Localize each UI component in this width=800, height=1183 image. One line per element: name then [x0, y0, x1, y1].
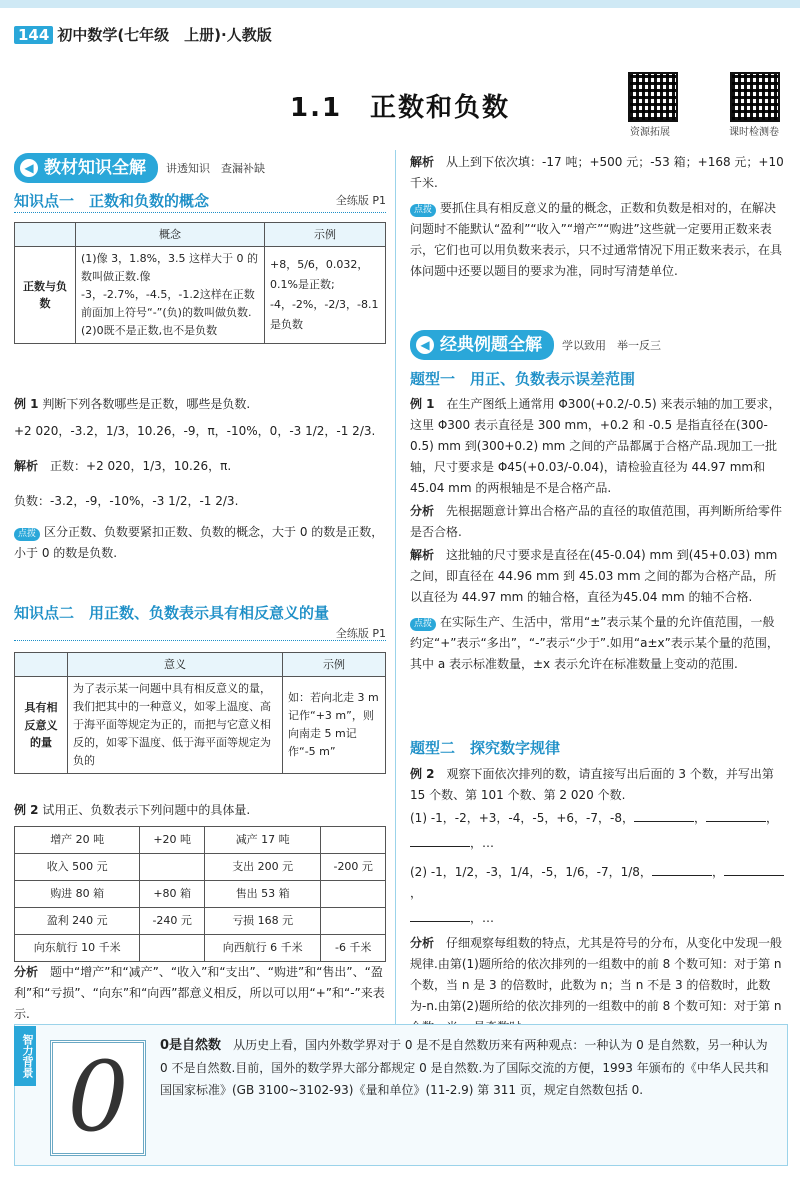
ex2-label: 例 2: [14, 803, 39, 817]
page-number: 144: [14, 26, 53, 44]
r-ex2-fx: 仔细观察每组数的特点，尤其是符号的分布，从变化中发现一般规律.由第(1)题所给的依次排列的一组数中的前 8 个数可知：对于第 n 个数，当 n 是 3 的倍数时，此数为 n；当 n 不是 3 的倍数时，此数为-n.由第(2)题所给的依次排列的一组数中的前 8 个数可知：对于第 n: [410, 936, 783, 1013]
r-ex2-seq2: (2) -1，1/2，-3，1/4，-5，1/6，-7，1/8，: [410, 865, 652, 879]
r-tip-tag: 点拨: [410, 204, 436, 217]
r-jx-label: 解析: [410, 155, 435, 169]
table2-header-example: 示例: [283, 653, 386, 677]
page-header: [14, 24, 272, 47]
table-cell: +80 箱: [140, 881, 205, 908]
background-body: 从历史上看，国内外数学界对于 0 是不是自然数历来有两种观点：一种认为 0 是自然数，另一种认为 0 不是自然数.目前，国外的数学界大部分都规定 0 是自然数.为了国际交流的方便，1993 年颁布的《中华人民共和国国家标准》(GB 3100~3102-93)《量和单位》(11-2.9) 第 311 页，规定自然数包括 0.: [160, 1038, 769, 1097]
r-jx-text: 从上到下依次填：-17 吨；+500 元；-53 箱；+168 元；+10 千米.: [410, 155, 784, 190]
ex1-numbers: +2 020，-3.2，1/3，10.26，-9，π，-10%，0，-3 1/2，-1 2/3.: [14, 424, 376, 438]
table-cell[interactable]: [140, 854, 205, 881]
qr-code-icon: [628, 72, 678, 122]
table-cell: -240 元: [140, 908, 205, 935]
ex1-jx-pos: 正数：+2 020，1/3，10.26，π.: [50, 459, 232, 473]
table-cell: 盈利 240 元: [15, 908, 140, 935]
table-header-concept: 概念: [76, 223, 265, 247]
table-header-example: 示例: [265, 223, 386, 247]
ex2-fx-text: 题中“增产”和“减产”、“收入”和“支出”、“购进”和“售出”、“盈利”和“亏损”、“向东”和“向西”都意义相反，所以可以用“+”和“-”来表示.: [14, 965, 385, 1021]
table-cell: +20 吨: [140, 827, 205, 854]
ex1-text: 判断下列各数哪些是正数，哪些是负数.: [42, 397, 251, 411]
r-ex1-text: 在生产图纸上通常用 Φ300(+0.2/-0.5) 来表示轴的加工要求，这里 Φ300 表示直径是 300 mm，+0.2 和 -0.5 是指直径在(300-0.5) mm 到(300+0.2) mm 之间的产品都属于合格产品.现加工一批轴，尺寸要求是 Φ45(+0.03/-0.04)，请检验直径为 44.97 mm和 45.04 mm 的两根轴是不是合格产品.: [410, 397, 781, 495]
answer-blank[interactable]: [724, 863, 784, 876]
background-text: [160, 1034, 776, 1101]
ex2-text: 试用正、负数表示下列问题中的具体量.: [42, 803, 251, 817]
r-ex2-seq1: (1) -1，-2，+3，-4，-5，+6，-7，-8，: [410, 811, 634, 825]
answer-blank[interactable]: [410, 834, 470, 847]
r-ex1-fx: 先根据题意计算出合格产品的直径的取值范围，再判断所给零件是否合格.: [410, 504, 783, 539]
knowledge-point-1: [14, 190, 386, 213]
concept-2: (2)0既不是正数,也不是负数: [81, 324, 218, 338]
kp2-ref: 全练版 P1: [335, 627, 386, 641]
qr-resource[interactable]: [628, 72, 678, 122]
ex1-label: 例 1: [14, 397, 39, 411]
ex1-jx-label: 解析: [14, 459, 39, 473]
table-row: [15, 827, 386, 854]
table-cell[interactable]: [140, 935, 205, 962]
table-cell[interactable]: [321, 827, 386, 854]
table-opposite: [14, 652, 386, 774]
table-cell[interactable]: [321, 881, 386, 908]
table2-header-meaning: 意义: [68, 653, 283, 677]
table-cell: 支出 200 元: [204, 854, 320, 881]
table-cell: 减产 17 吨: [204, 827, 320, 854]
header-band: [0, 0, 800, 8]
example-negative: -4，-2%，-2/3，-8.1是负数: [270, 298, 379, 332]
table-cell: 增产 20 吨: [15, 827, 140, 854]
table-cell: 亏损 168 元: [204, 908, 320, 935]
table-cell[interactable]: [321, 908, 386, 935]
qr-caption-1: 资源拓展: [630, 127, 670, 138]
r-ex1-jx-label: 解析: [410, 548, 435, 562]
right-top: [410, 152, 786, 282]
table2-row-head: 具有相反意义的量: [15, 677, 68, 774]
knowledge-point-2: [14, 602, 386, 641]
column-divider: [395, 150, 396, 1140]
r-tip-text: 要抓住具有相反意义的量的概念，正数和负数是相对的，在解决问题时不能默认“盈利”“收入”“增产”“购进”这些就一定要用正数来表示，它们也可以用负数来表示，只不过通常情况下用正数来表示，在具体问题中还要以题目的要求为准，同时写清楚单位.: [410, 201, 783, 278]
section-badge-sub: 讲透知识 查漏补缺: [166, 161, 265, 175]
answer-blank[interactable]: [706, 809, 766, 822]
tip-tag: 点拨: [14, 528, 40, 541]
kp2-title: 知识点二 用正数、负数表示具有相反意义的量: [14, 604, 330, 622]
megaphone-icon: ◀: [20, 159, 38, 177]
r-example-2: 例 2 观察下面依次排列的数，请直接写出后面的 3 个数，并写出第 15 个数、第 101 个数、第 2 020 个数. (1) -1，-2，+3，-4，-5，+6，-7，-8， ， ， ，… (2) -1，1/2，-3，1/4，-5，1/6，-7，1/8， ，， ，… 分析 仔细观察每组数的特点，尤其是符号的分布，从变化中发现一般规律.由第(1)题所给的依次排列的一组数中的前 8 个数可知：对于第 n 个数，当 n 是 3 的倍数时，此数为 n；当 n 不是 3 的倍数时，此数为-n.由第(2)题所给的依次排列的一组数中的前 8 个数可知：对于第 n: [410, 764, 786, 1038]
table2-meaning: 为了表示某一问题中具有相反意义的量，我们把其中的一种意义，如零上温度、高于海平面等规定为正的，而把与它意义相反的，如零下温度、低于海平面等规定为负的: [68, 677, 283, 774]
kp1-ref: 全练版 P1: [335, 194, 386, 207]
example-1: [14, 394, 386, 564]
table-row: [15, 908, 386, 935]
table-cell-concept: [76, 247, 265, 344]
table-row: [15, 881, 386, 908]
table-row: [15, 854, 386, 881]
r-ex1-label: 例 1: [410, 397, 435, 411]
section-badge2-sub: 学以致用 举一反三: [562, 338, 661, 352]
example-2-heading: [14, 800, 386, 821]
megaphone-icon: ◀: [416, 336, 434, 354]
kp1-title: 知识点一 正数和负数的概念: [14, 192, 210, 210]
qr-test[interactable]: [730, 72, 780, 122]
table-cell: 向东航行 10 千米: [15, 935, 140, 962]
r-example-1: [410, 394, 786, 675]
answer-blank[interactable]: [410, 909, 470, 922]
ex2-fx-label: 分析: [14, 965, 39, 979]
r-ex2-fx-label: 分析: [410, 936, 435, 950]
table2-example: 如：若向北走 3 m记作“+3 m”，则向南走 5 m记作“-5 m”: [283, 677, 386, 774]
table-row: [15, 935, 386, 962]
book-title: 初中数学(七年级 上册)·人教版: [57, 26, 272, 44]
r-tip2-tag: 点拨: [410, 618, 436, 631]
r-ex2-label: 例 2: [410, 767, 435, 781]
r-ex2-text: 观察下面依次排列的数，请直接写出后面的 3 个数，并写出第 15 个数、第 101 个数、第 2 020 个数.: [410, 767, 774, 802]
r-ex1-jx: 这批轴的尺寸要求是直径在(45-0.04) mm 到(45+0.03) mm 之间，即直径在 44.96 mm 到 45.03 mm 之间的都为合格产品，所以直径为 44.97 mm 的轴合格，直径为45.04 mm 的轴不合格.: [410, 548, 778, 604]
table-concepts: [14, 222, 386, 344]
table-cell: 向西航行 6 千米: [204, 935, 320, 962]
table-row-head: 正数与负数: [15, 247, 76, 344]
table-cell: -200 元: [321, 854, 386, 881]
ex1-jx-neg: 负数：-3.2，-9，-10%，-3 1/2，-1 2/3.: [14, 494, 239, 508]
answer-blank[interactable]: [634, 809, 694, 822]
table2-corner: [15, 653, 68, 677]
r-tip2-text: 在实际生产、生活中，常用“±”表示某个量的允许值范围，一般约定“+”表示“多出”，“-”表示“少于”.如用“a±x”表示某个量的范围，其中 a 表示标准数量，±x 表示允许在标准数量上变动的范围.: [410, 615, 779, 671]
table-cell: 购进 80 箱: [15, 881, 140, 908]
type-2-title: 题型二 探究数字规律: [410, 739, 561, 757]
section-badge-examples: [410, 330, 661, 360]
qr-caption-2: 课时检测卷: [729, 127, 779, 138]
qr-code-icon: [730, 72, 780, 122]
ex2-analysis: [14, 962, 386, 1025]
background-heading: 0是自然数: [160, 1038, 222, 1053]
concept-1: (1)像 3，1.8%，3.5 这样大于 0 的数叫做正数.像 -3，-2.7%，-4.5，-1.2这样在正数前面加上符号“-”(负)的数叫做负数.: [81, 252, 259, 320]
background-tag: 智力背景: [14, 1026, 36, 1086]
tip1-text: 区分正数、负数要紧扣正数、负数的概念，大于 0 的数是正数，小于 0 的数是负数.: [14, 525, 384, 560]
answer-blank[interactable]: [652, 863, 712, 876]
table-quantities: [14, 826, 386, 962]
big-zero: 0: [50, 1040, 146, 1156]
table-corner: [15, 223, 76, 247]
table-cell: 收入 500 元: [15, 854, 140, 881]
table-cell-example: [265, 247, 386, 344]
table-cell: -6 千米: [321, 935, 386, 962]
lesson-title: 1.1 正数和负数: [290, 93, 511, 123]
table-cell: 售出 53 箱: [204, 881, 320, 908]
section-badge-label: 教材知识全解: [44, 158, 146, 178]
section-badge2-label: 经典例题全解: [440, 335, 542, 355]
section-badge-knowledge: [14, 153, 265, 183]
r-ex1-fx-label: 分析: [410, 504, 435, 518]
example-positive: +8，5/6，0.032，0.1%是正数;: [270, 258, 369, 292]
type-1-title: 题型一 用正、负数表示误差范围: [410, 370, 636, 388]
